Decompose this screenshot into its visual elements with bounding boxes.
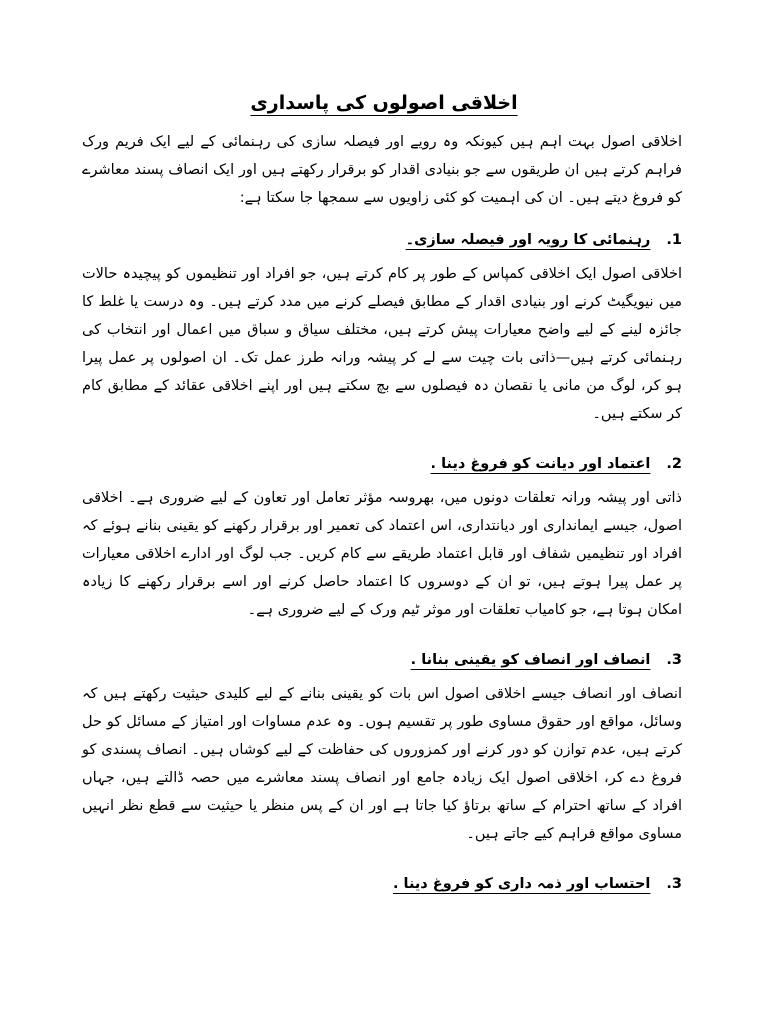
section-1-body: اخلاقی اصول ایک اخلاقی کمپاس کے طور پر کام کرتے ہیں، جو افراد اور تنظیموں کو پیچیدہ حالات میں نیویگیٹ کرنے اور بنیادی اقدار کے مطابق فیصلے کرنے میں مدد کرتے ہیں۔ وہ درست یا غلط کا جائزہ لینے کے لیے واضح معیارات پیش کرتے ہیں، مختلف سیاق و سباق میں اعمال اور انتخاب کی رہنمائی کرتے ہیں—ذاتی بات چیت سے لے کر پیشہ ورانہ طرز عمل تک۔ ان اصولوں پر عمل پیرا ہو کر، لوگ من مانی یا نقصان دہ فیصلوں سے بچ سکتے ہیں اور اپنے اخلاقی عقائد کے مطابق کام کر سکتے ہیں۔ xyxy=(82,266,682,422)
section-4-title: احتساب اور ذمہ داری کو فروغ دینا . xyxy=(392,876,651,892)
section-3-body: انصاف اور انصاف جیسے اخلاقی اصول اس بات کو یقینی بنانے کے لیے کلیدی حیثیت رکھتے ہیں کہ وسائل، مواقع اور حقوق مساوی طور پر تقسیم ہوں۔ وہ عدم مساوات اور امتیاز کے مسائل کو حل کرتے ہیں، عدم توازن کو دور کرنے اور کمزوروں کی حفاظت کے لیے کوشاں ہیں۔ انصاف پسندی کو فروغ دے کر، اخلاقی اصول ایک زیادہ جامع اور انصاف پسند معاشرے میں حصہ ڈالتے ہیں، جہاں افراد کے ساتھ احترام کے ساتھ برتاؤ کیا جاتا ہے اور ان کے پس منظر یا حیثیت سے قطع نظر انہیں مساوی مواقع فراہم کیے جاتے ہیں۔ xyxy=(82,686,682,842)
section-4-number: 3. xyxy=(666,876,682,892)
section-3-title: انصاف اور انصاف کو یقینی بنانا . xyxy=(410,652,651,668)
section-2-body: ذاتی اور پیشہ ورانہ تعلقات دونوں میں، بھروسہ مؤثر تعامل اور تعاون کے لیے ضروری ہے۔ اخلاقی اصول، جیسے ایمانداری اور دیانتداری، اس اعتماد کی تعمیر اور برقرار رکھنے کو یقینی بنانے ہوئے کہ افراد اور تنظیمیں شفاف اور قابل اعتماد طریقے سے کام کریں۔ جب لوگ اور ادارے اخلاقی معیارات پر عمل پیرا ہوتے ہیں، تو ان کے دوسروں کا اعتماد حاصل کرنے اور اسے برقرار رکھنے کا زیادہ امکان ہوتا ہے، جو کامیاب تعلقات اور موثر ٹیم ورک کے لیے ضروری ہے۔ xyxy=(82,490,682,618)
section-1-number: 1. xyxy=(666,232,682,248)
section-2-number: 2. xyxy=(666,456,682,472)
document-title xyxy=(0,92,768,114)
title-text: اخلاقی اصولوں کی پاسداری xyxy=(250,92,518,114)
section-1-title: رہنمائی کا رویہ اور فیصلہ سازی۔ xyxy=(405,232,651,248)
intro-paragraph: اخلاقی اصول بہت اہم ہیں کیونکہ وہ رویے اور فیصلہ سازی کی رہنمائی کے لیے ایک فریم ورک فراہم کرتے ہیں ان طریقوں سے جو بنیادی اقدار کو برقرار رکھتے ہیں اور ایک انصاف پسند معاشرے کو فروغ دیتے ہیں۔ ان کی اہمیت کو کئی زاویوں سے سمجھا جا سکتا ہے: xyxy=(82,134,682,206)
section-4-heading xyxy=(82,876,682,892)
section-1-heading xyxy=(82,232,682,248)
section-3-number: 3. xyxy=(666,652,682,668)
section-2-title: اعتماد اور دیانت کو فروغ دینا . xyxy=(430,456,651,472)
section-2-heading xyxy=(82,456,682,472)
section-3-heading xyxy=(82,652,682,668)
